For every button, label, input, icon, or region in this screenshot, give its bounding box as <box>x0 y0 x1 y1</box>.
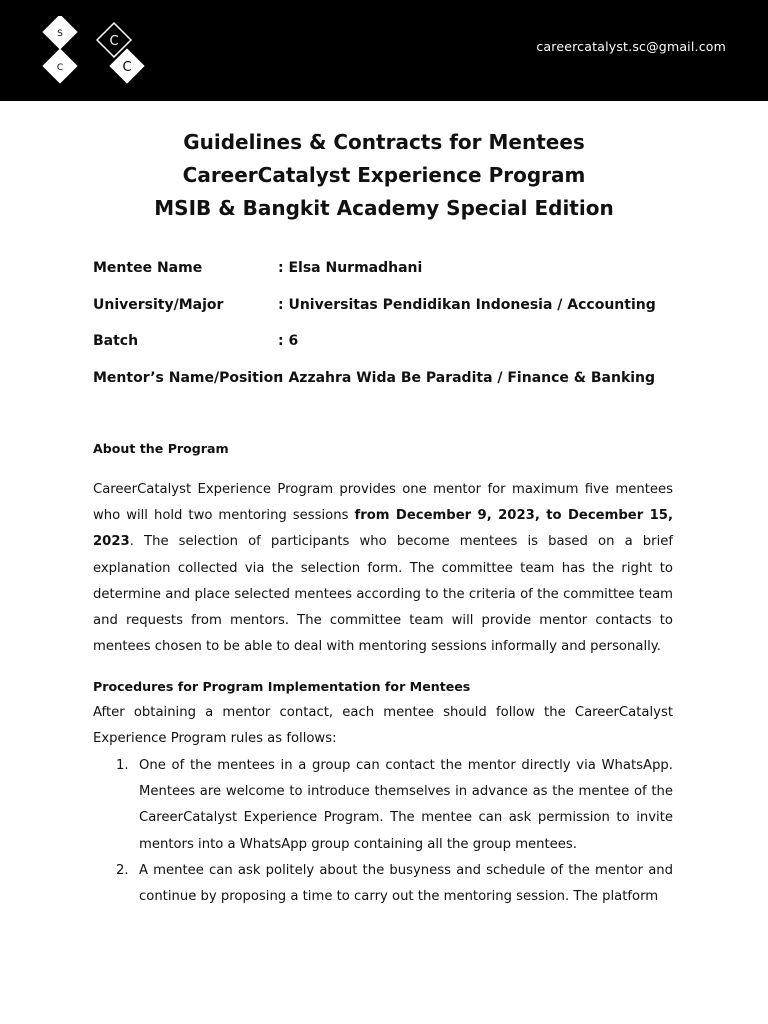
about-text-part-2: . The selection of participants who become mentees is based on a brief explanation collected via the selection form. The committee team has the right to determine and place selected mentees according to the criteria of the committee team and requests from mentors. The committee team will provide mentor contacts to mentees chosen to be able to deal with mentoring sessions informally and personally. <box>93 534 673 655</box>
logo-letter-3: C <box>109 34 119 49</box>
about-paragraph <box>93 477 673 660</box>
list-item <box>93 753 673 858</box>
logo-letter-4: C <box>122 60 132 75</box>
info-row-mentor <box>93 370 693 407</box>
logo-letter-2: C <box>56 63 64 73</box>
title-line-3: MSIB & Bangkit Academy Special Edition <box>154 196 614 220</box>
info-label: Batch <box>93 333 139 349</box>
title-line-1: Guidelines & Contracts for Mentees <box>183 130 585 154</box>
list-item-text: A mentee can ask politely about the busyness and schedule of the mentor and continue by proposing a time to carry out the mentoring session. The platform <box>139 862 673 905</box>
careercatalyst-logo <box>38 16 158 86</box>
about-text-part-1: CareerCatalyst Experience Program provides one mentor for maximum five mentees who will hold two mentoring sessions <box>93 482 673 524</box>
title-line-2: CareerCatalyst Experience Program <box>182 163 586 187</box>
document-title-block <box>0 126 768 225</box>
list-item <box>93 858 673 910</box>
info-label: Mentee Name <box>93 260 203 276</box>
info-value: : 6 <box>278 333 299 349</box>
about-heading: About the Program <box>93 441 229 456</box>
logo-letter-1: S <box>57 29 63 39</box>
page-header <box>0 0 768 101</box>
info-label: University/Major <box>93 296 224 313</box>
info-value: : Universitas Pendidikan Indonesia / Accounting <box>278 296 656 313</box>
info-value: : Elsa Nurmadhani <box>278 260 423 276</box>
list-item-text: One of the mentees in a group can contact the mentor directly via WhatsApp. Mentees are welcome to introduce themselves in advance as the mentee of the CareerCatalyst Experience Program. The mentee can ask permission to invite mentors into a WhatsApp group containing all the group mentees. <box>139 758 673 852</box>
list-item-number: 2. <box>116 862 129 878</box>
list-item-number: 1. <box>116 758 129 773</box>
info-row-mentee-name <box>93 260 693 297</box>
info-row-university <box>93 297 693 334</box>
about-dates: from December 9, 2023, to December 15, 2023 <box>93 508 673 550</box>
info-label: Mentor’s Name/Position <box>93 369 284 386</box>
procedures-intro: After obtaining a mentor contact, each mentee should follow the CareerCatalyst Experience Program rules as follows: <box>93 705 673 747</box>
procedures-list <box>93 753 673 910</box>
mentee-info-table <box>93 260 693 406</box>
info-row-batch <box>93 333 693 370</box>
info-value: : Azzahra Wida Be Paradita / Finance & Banking <box>278 369 656 386</box>
contact-email[interactable]: careercatalyst.sc@gmail.com <box>536 39 726 54</box>
procedures-heading: Procedures for Program Implementation for Mentees <box>93 679 471 694</box>
